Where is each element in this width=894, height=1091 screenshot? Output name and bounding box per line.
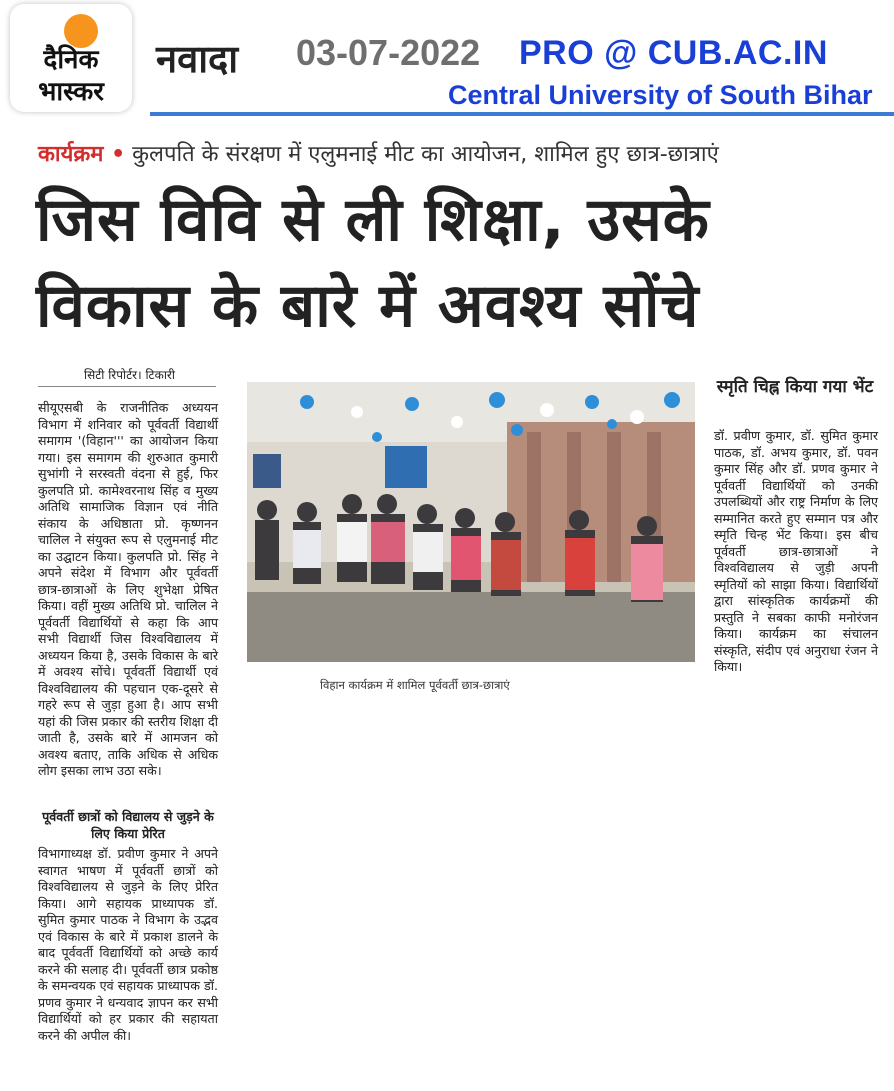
headline-line-1: जिस विवि से ली शिक्षा, उसके <box>36 185 710 255</box>
byline-rule <box>38 386 216 387</box>
kicker <box>38 138 719 168</box>
column-1-body: सीयूएसबी के राजनीतिक अध्ययन विभाग में शनिवार को पूर्ववर्ती विद्यार्थी समागम '(विहान''' का आयोजन किया गया। इस समागम की शुरुआत कुमारी सुभांगी ने सरस्वती वंदना से हुई, फिर कुलपति प्रो. कामेश्वरनाथ सिंह व मुख्य अतिथि सामाजिक विज्ञान एवं नीति संकाय के अधिष्ठाता प्रो. कृष्णनन चालिल ने संयुक्त रूप से एलुमनाई मीट का उद्घाटन किया। कुलपति प्रो. सिंह ने अपने संदेश में विभाग और पूर्ववर्ती छात्र-छात्राओं के लिए शुभेक्षा प्रेषित किया। वहीं मुख्य अतिथि प्रो. चालिल ने पूर्ववर्ती विद्यार्थियों से कहा कि आप सभी विद्यार्थी जिस विश्वविद्यालय में अध्ययन किया है, उसके विकास के बारे में अवश्य सोंचे। पूर्ववर्ती विद्यार्थी एवं विश्वविद्यालय की पहचान एक-दूसरे से गहरे रूप से जुड़ा हुआ है। आप सभी यहां की जिस प्रकार की स्तरीय शिक्षा दी जाती है, उसके बारे में आमजन को अवश्य बताए, ताकि अधिक से अधिक लोग इसका लाभ उठा सके। <box>38 400 218 778</box>
column-1-body-continued: विभागाध्यक्ष डॉ. प्रवीण कुमार ने अपने स्वागत भाषण में पूर्ववर्ती छात्रों को विश्वविद्यालय से जुड़ने के लिए प्रेरित किया। आगे सहायक प्राध्यापक डॉ. सुमित कुमार पाठक ने विभाग के उद्भव एवं विकास के बारे में प्रकाश डालने के बाद पूर्ववर्ती विद्यार्थियों को अच्छे कार्य करने की सलाह दी। पूर्ववर्ती छात्र प्रकोष्ठ के समन्वयक एवं सहायक प्राध्यापक डॉ. प्रणव कुमार ने धन्यवाद ज्ञापन कर सभी विद्यार्थियों को हर प्रकार की सहायता करने की अपील की। <box>38 846 218 1043</box>
pro-tag: PRO @ CUB.AC.IN <box>519 34 828 72</box>
byline: सिटी रिपोर्टर। टिकारी <box>84 368 175 382</box>
kicker-label: कार्यक्रम • <box>38 142 126 167</box>
event-photo <box>247 382 695 662</box>
city-name: नवादा <box>156 37 239 81</box>
dainik-bhaskar-logo <box>10 4 132 112</box>
logo-line-1: दैनिक <box>43 45 99 75</box>
header-divider <box>150 112 894 116</box>
headline-line-2: विकास के बारे में अवश्य सोंचे <box>36 271 700 341</box>
subhead: पूर्ववर्ती छात्रों को विद्यालय से जुड़ने के लिए किया प्रेरित <box>42 809 214 841</box>
edition-date: 03-07-2022 <box>296 32 481 73</box>
university-name: Central University of South Bihar <box>448 80 873 110</box>
side-subhead: स्मृति चिह्न किया गया भेंट <box>716 377 874 397</box>
photo-caption: विहान कार्यक्रम में शामिल पूर्ववर्ती छात्र-छात्राएं <box>320 678 510 692</box>
logo-line-2: भास्कर <box>38 77 104 107</box>
side-column-body: डॉ. प्रवीण कुमार, डॉ. सुमित कुमार पाठक, डॉ. अभय कुमार, डॉ. पवन कुमार सिंह और डॉ. प्रणव कुमार ने पूर्ववर्ती विद्यार्थियों को उनकी उपलब्धियों और राष्ट्र निर्माण के लिए सम्मानित करते हुए सम्मान पत्र और स्मृति चिन्ह भेंट किया। इस बीच पूर्ववर्ती छात्र-छात्राओं ने विश्वविद्यालय से जुड़ी अपनी स्मृतियों को साझा किया। विद्यार्थियों द्वारा सांस्कृतिक कार्यक्रमों की प्रस्तुति ने सबका काफी मनोरंजन किया। कार्यक्रम का संचालन संस्कृति, संदीप एवं अनुराधा रंजन ने किया। <box>714 428 878 674</box>
kicker-text: कुलपति के संरक्षण में एलुमनाई मीट का आयोजन, शामिल हुए छात्र-छात्राएं <box>132 142 719 167</box>
